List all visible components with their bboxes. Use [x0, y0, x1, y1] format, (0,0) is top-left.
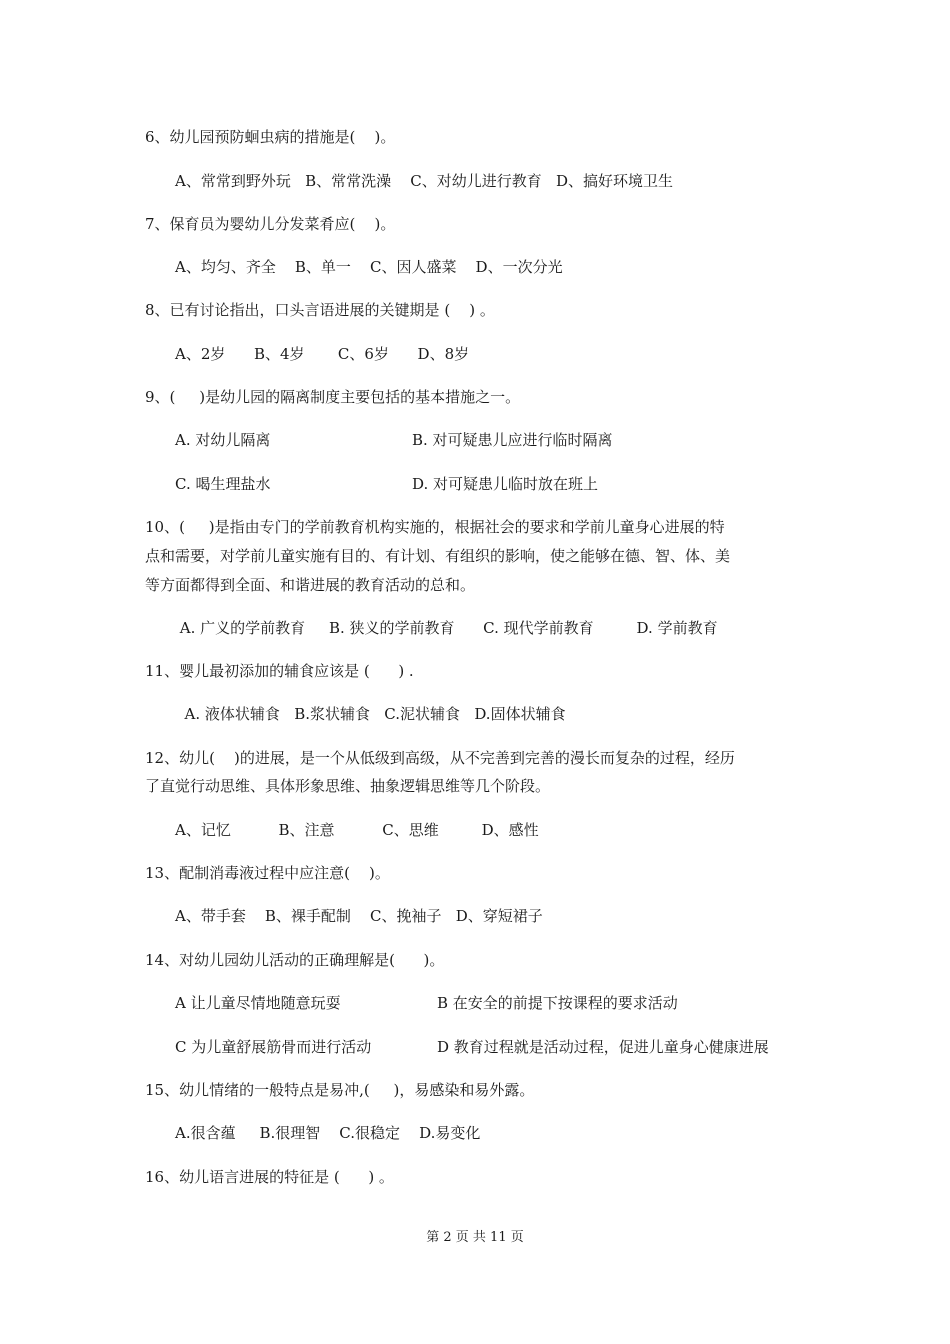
question-13-options: A、带手套 B、裸手配制 C、挽袖子 D、穿短裙子 — [175, 907, 543, 925]
question-15-stem: 15、幼儿情绪的一般特点是易冲,( )，易感染和易外露。 — [145, 1081, 535, 1099]
question-9-option-b: B. 对可疑患儿应进行临时隔离 — [412, 431, 613, 449]
question-14-stem: 14、对幼儿园幼儿活动的正确理解是( )。 — [145, 951, 445, 969]
question-14-option-d: D 教育过程就是活动过程，促进儿童身心健康进展 — [437, 1038, 769, 1056]
question-8-stem: 8、已有讨论指出，口头言语进展的关键期是 ( ) 。 — [145, 301, 495, 319]
question-8-options: A、2岁 B、4岁 C、6岁 D、8岁 — [175, 345, 470, 363]
question-9-stem: 9、( )是幼儿园的隔离制度主要包括的基本措施之一。 — [145, 388, 521, 406]
question-14-option-c: C 为儿童舒展筋骨而进行活动 — [175, 1038, 372, 1056]
question-9-option-a: A. 对幼儿隔离 — [175, 431, 271, 449]
question-14-option-a: A 让儿童尽情地随意玩耍 — [175, 994, 341, 1012]
question-16-stem: 16、幼儿语言进展的特征是 ( ) 。 — [145, 1168, 394, 1186]
question-6-options: A、常常到野外玩 B、常常洗澡 C、对幼儿进行教育 D、搞好环境卫生 — [175, 172, 674, 190]
question-15-options: A.很含蕴 B.很理智 C.很稳定 D.易变化 — [175, 1124, 481, 1142]
question-11-options: A. 液体状辅食 B.浆状辅食 C.泥状辅食 D.固体状辅食 — [175, 705, 566, 723]
question-10-line-1: 10、( )是指由专门的学前教育机构实施的，根据社会的要求和学前儿童身心进展的特 — [145, 518, 725, 536]
question-12-line-2: 了直觉行动思维、具体形象思维、抽象逻辑思维等几个阶段。 — [145, 777, 551, 795]
question-12-options: A、记忆 B、注意 C、思维 D、感性 — [175, 821, 539, 839]
question-6-stem: 6、幼儿园预防蛔虫病的措施是( )。 — [145, 128, 396, 146]
question-9-option-d: D. 对可疑患儿临时放在班上 — [412, 475, 599, 493]
question-12-line-1: 12、幼儿( )的进展，是一个从低级到高级，从不完善到完善的漫长而复杂的过程，经历 — [145, 749, 735, 767]
question-13-stem: 13、配制消毒液过程中应注意( )。 — [145, 864, 390, 882]
question-10-line-3: 等方面都得到全面、和谐进展的教育活动的总和。 — [145, 576, 476, 594]
question-9-option-c: C. 喝生理盐水 — [175, 475, 271, 493]
question-10-line-2: 点和需要，对学前儿童实施有目的、有计划、有组织的影响，使之能够在德、智、体、美 — [145, 547, 731, 565]
page-number-footer: 第 2 页 共 11 页 — [426, 1230, 524, 1245]
question-10-options: A. 广义的学前教育 B. 狭义的学前教育 C. 现代学前教育 D. 学前教育 — [175, 619, 718, 637]
question-11-stem: 11、婴儿最初添加的辅食应该是 ( ) . — [145, 662, 414, 680]
question-14-option-b: B 在安全的前提下按课程的要求活动 — [437, 994, 678, 1012]
question-7-options: A、均匀、齐全 B、单一 C、因人盛菜 D、一次分光 — [175, 258, 563, 276]
question-7-stem: 7、保育员为婴幼儿分发菜肴应( )。 — [145, 215, 396, 233]
